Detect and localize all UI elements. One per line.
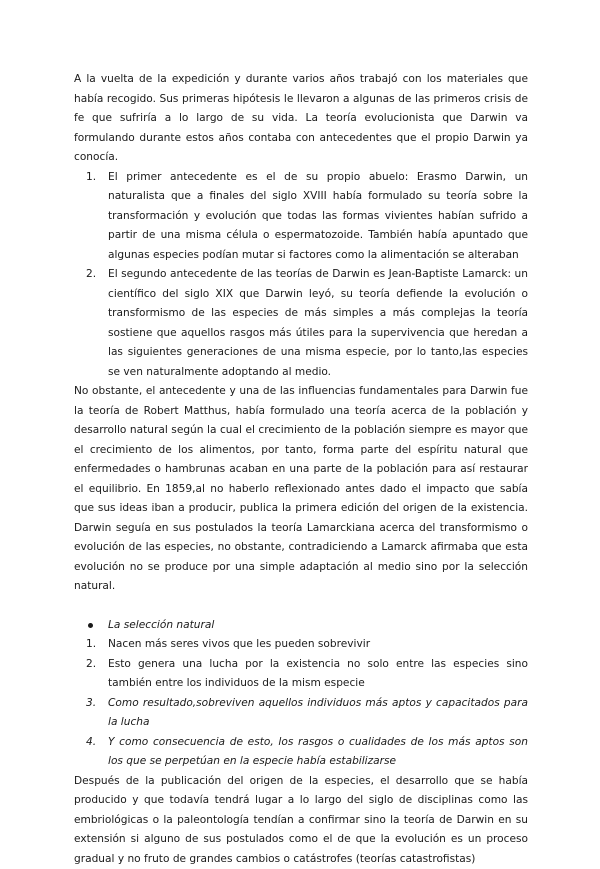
antecedents-list xyxy=(74,168,528,383)
list-number: 2. xyxy=(86,265,96,285)
list-item xyxy=(74,168,528,266)
list-item xyxy=(74,694,528,733)
bullet-icon xyxy=(88,623,93,628)
list-item-text: Esto genera una lucha por la existencia no solo entre las especies sino también entre los individuos de la mism especie xyxy=(108,658,528,690)
selection-heading-text: La selección natural xyxy=(108,619,214,631)
list-item-text: El segundo antecedente de las teorías de Darwin es Jean-Baptiste Lamarck: un científico del siglo XIX que Darwin leyó, su teoría defiende la evolución o transformismo de las especies de más simples a más complejas la teoría sostiene que aquellos rasgos más útiles para la supervivencia que heredan a las siguientes generaciones de una misma especie, por lo tanto,las especies se ven naturalmente adoptando al medio. xyxy=(108,268,528,378)
selection-heading-list xyxy=(74,616,528,636)
list-number: 1. xyxy=(86,168,96,188)
list-item-text: Y como consecuencia de esto, los rasgos o cualidades de los más aptos son los que se perpetúan en la especie había estabilizarse xyxy=(108,736,528,768)
paragraph-closing: Después de la publicación del origen de la especies, el desarrollo que se había producido y que todavía tendrá lugar a lo largo del siglo de disciplinas como las embriológicas o la paleontología tendían a confirmar sino la teoría de Darwin en su extensión si alguno de sus postulados como el de que la evolución es un proceso gradual y no fruto de grandes cambios o catástrofes (teorías catastrofistas) xyxy=(74,772,528,869)
paragraph-influences: No obstante, el antecedente y una de las influencias fundamentales para Darwin fue la teoría de Robert Matthus, había formulado una teoría acerca de la población y desarrollo natural según la cual el crecimiento de la población siempre es mayor que el crecimiento de los alimentos, por tanto, forma parte del espíritu natural que enfermedades o hambrunas acaban en una parte de la población para así restaurar el equilibrio. En 1859,al no haberlo reflexionado antes dado el impacto que sabía que sus ideas iban a producir, publica la primera edición del origen de la existencia. Darwin seguía en sus postulados la teoría Lamarckiana acerca del transformismo o evolución de las especies, no obstante, contradiciendo a Lamarck afirmaba que esta evolución no se produce por una simple adaptación al medio sino por la selección natural. xyxy=(74,382,528,597)
list-item xyxy=(74,635,528,655)
list-item xyxy=(74,733,528,772)
list-number: 1. xyxy=(86,635,96,655)
list-item xyxy=(74,655,528,694)
list-item-text: El primer antecedente es el de su propio abuelo: Erasmo Darwin, un naturalista que a finales del siglo XVIII había formulado su teoría sobre la transformación y evolución que todas las formas vivientes habían sufrido a partir de una misma célula o espermatozoide. También había apuntado que algunas especies podían mutar si factores como la alimentación se alteraban xyxy=(108,171,528,261)
list-number: 4. xyxy=(86,733,96,753)
selection-heading xyxy=(74,616,528,636)
paragraph-intro: A la vuelta de la expedición y durante varios años trabajó con los materiales que había recogido. Sus primeras hipótesis le llevaron a algunas de las primeros crisis de fe que sufriría a lo largo de su vida. La teoría evolucionista que Darwin va formulando durante estos años contaba con antecedentes que el propio Darwin ya conocía. xyxy=(74,70,528,168)
list-item-text: Como resultado,sobreviven aquellos individuos más aptos y capacitados para la lucha xyxy=(108,697,528,729)
list-number: 2. xyxy=(86,655,96,675)
selection-list xyxy=(74,635,528,772)
list-item xyxy=(74,265,528,382)
list-item-text: Nacen más seres vivos que les pueden sobrevivir xyxy=(108,638,370,650)
document-page xyxy=(74,70,528,869)
list-number: 3. xyxy=(86,694,96,714)
